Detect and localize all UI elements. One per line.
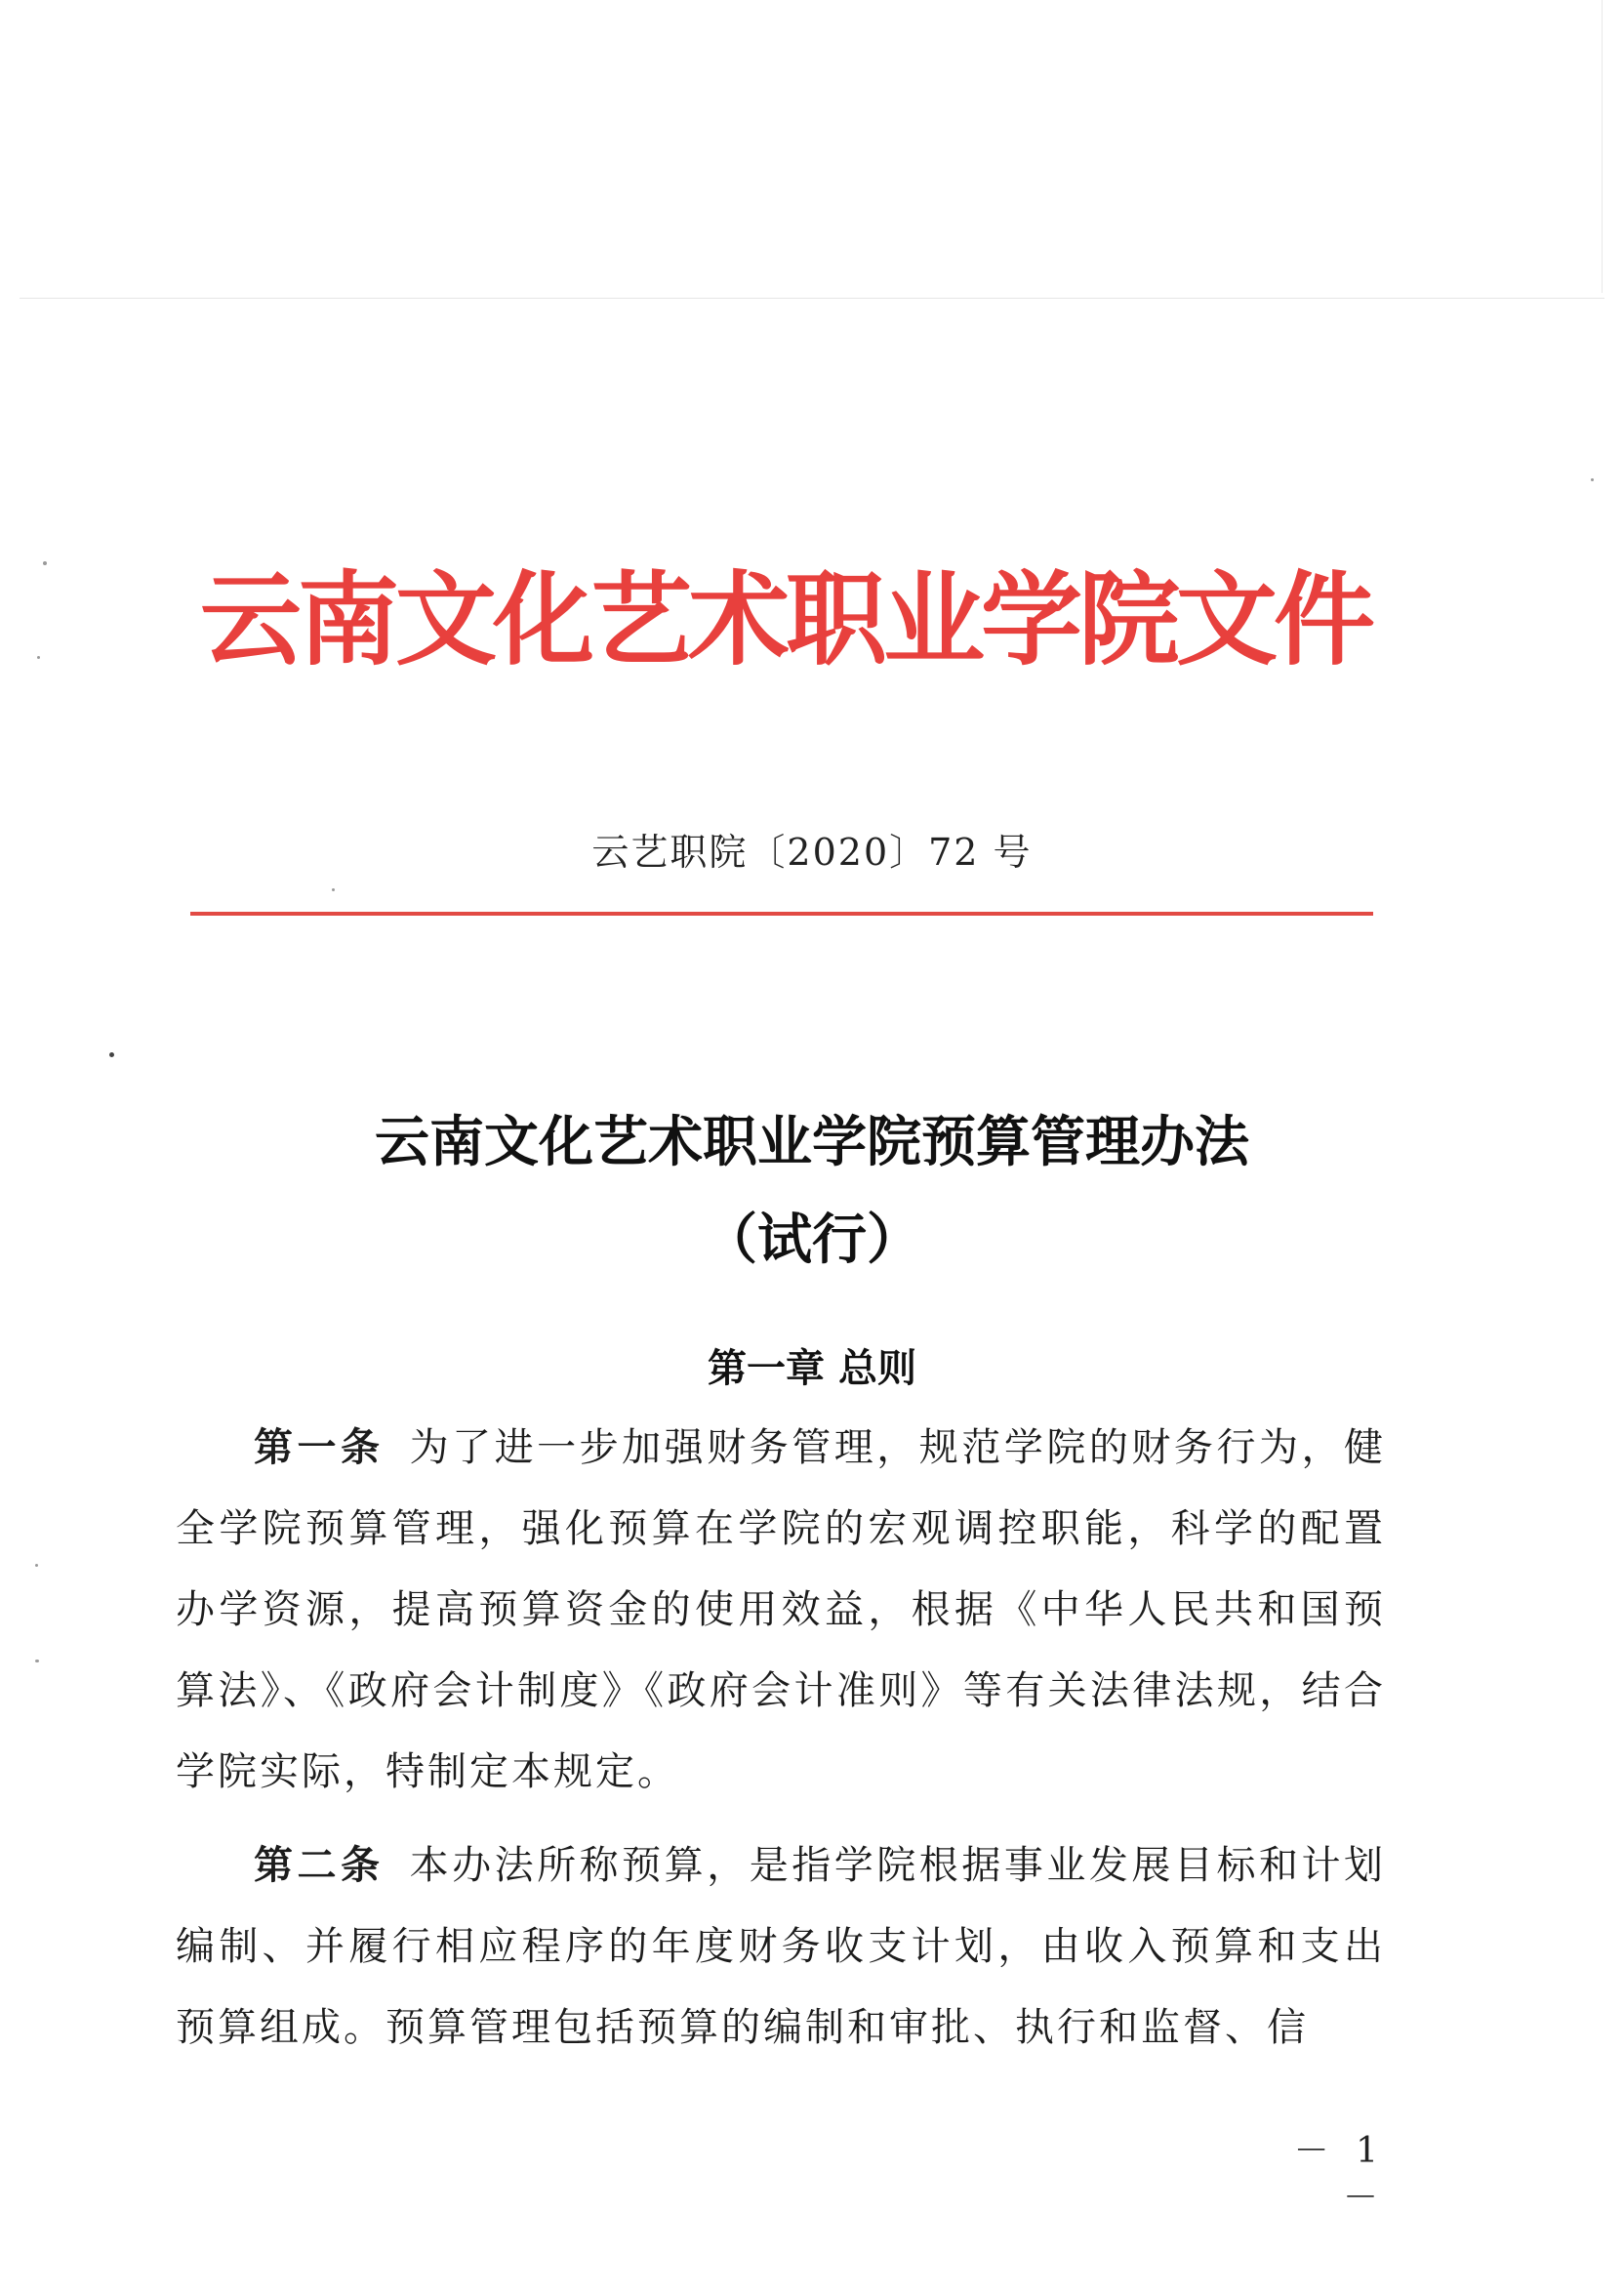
masthead-red-rule [190,912,1373,916]
article-2 [176,1825,1386,2069]
article-text: 本办法所称预算，是指学院根据事业发展目标和计划编制、并履行相应程序的年度财务收支计划，由收入预算和支出预算组成。预算管理包括预算的编制和审批、执行和监督、信 [176,1843,1387,2050]
document-masthead: 云南文化艺术职业学院文件 [199,560,1371,679]
scan-edge-line-vertical [1602,0,1603,293]
scan-speck [1591,478,1594,481]
scan-speck [35,1564,38,1567]
scan-speck [35,1660,39,1662]
scan-speck [37,656,40,659]
document-number: 云艺职院〔2020〕72 号 [591,831,1033,874]
scan-speck [332,888,335,891]
document-title: 云南文化艺术职业学院预算管理办法 [375,1110,1249,1174]
scan-edge-line [20,298,1604,299]
article-label: 第一条 [254,1425,385,1470]
chapter-heading: 第一章 总则 [708,1346,916,1391]
page-number: － 1 － [1293,2131,1386,2218]
article-label: 第二条 [254,1843,385,1888]
article-1 [176,1408,1386,1813]
scan-speck [43,561,47,565]
article-text: 为了进一步加强财务管理，规范学院的财务行为，健全学院预算管理，强化预算在学院的宏观调控职能，科学的配置办学资源，提高预算资金的使用效益，根据《中华人民共和国预算法》、《政府会计制度》《政府会计准则》等有关法律法规，结合学院实际，特制定本规定。 [176,1425,1387,1794]
scan-speck [109,1052,114,1057]
document-title-sub: （试行） [703,1208,921,1272]
